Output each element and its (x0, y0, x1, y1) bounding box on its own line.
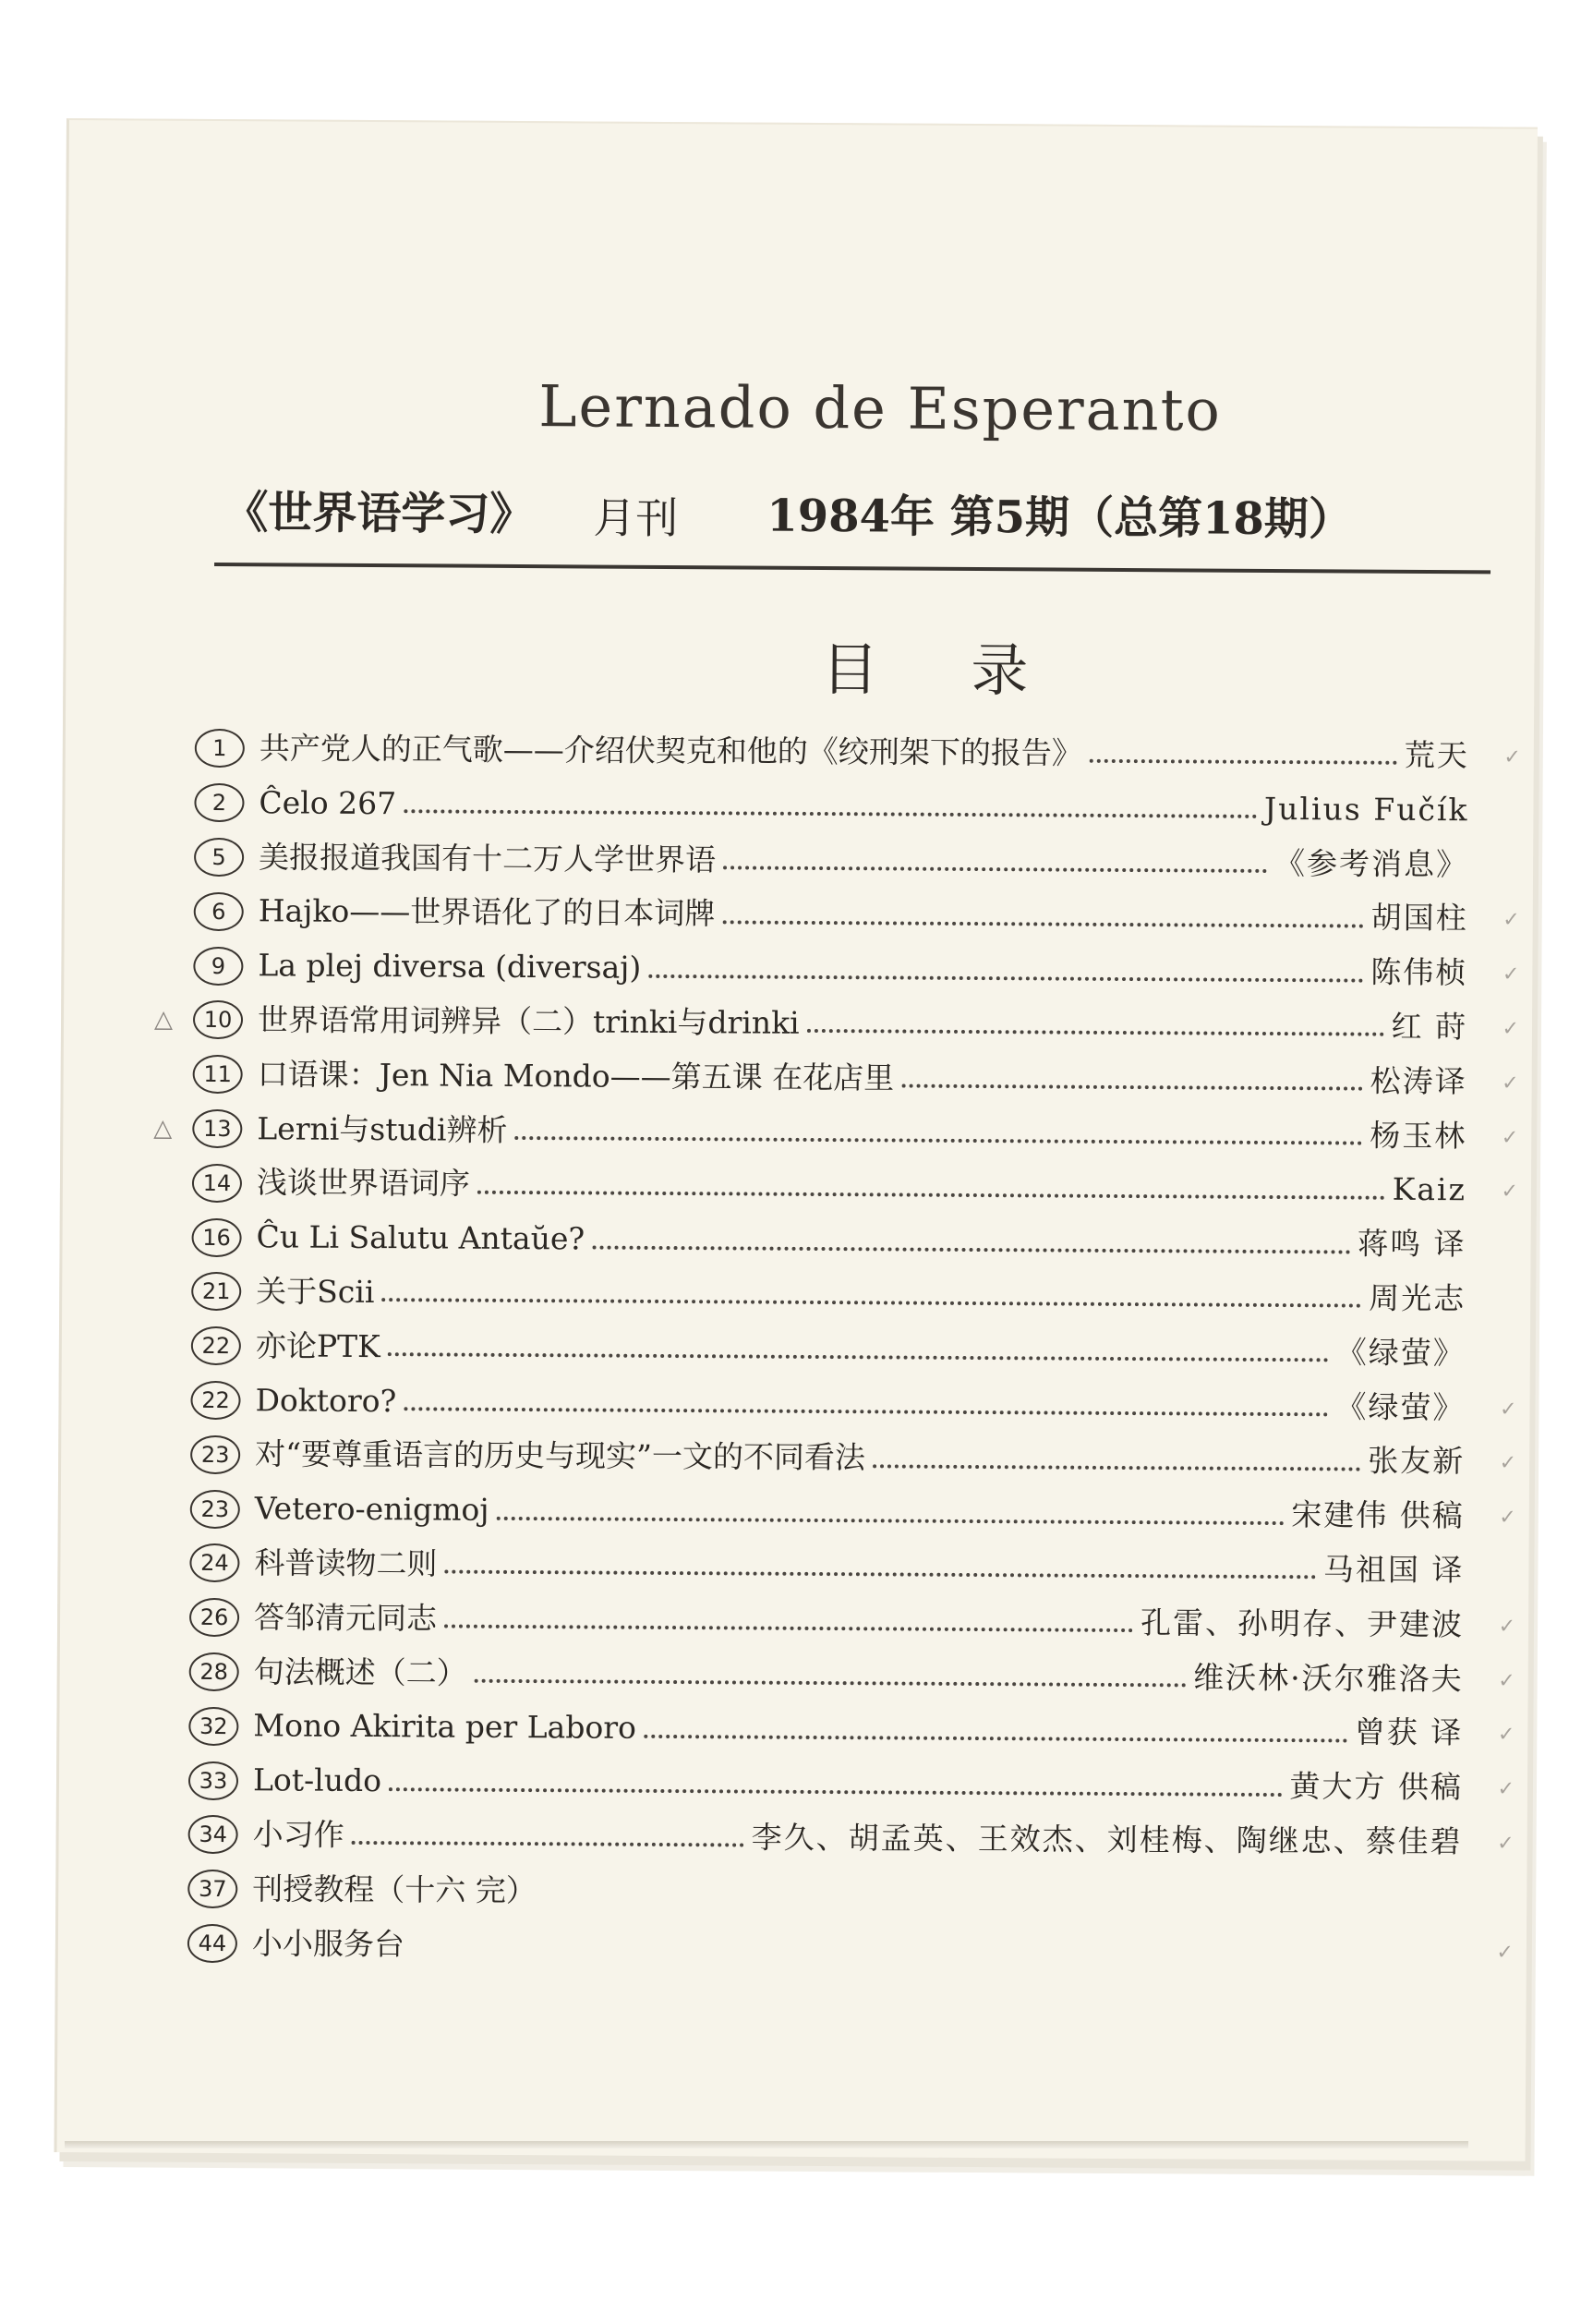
entry-title: 浅谈世界语词序 (256, 1164, 471, 1203)
toc-entry (194, 776, 1468, 838)
page-number-circle: 10 (193, 1000, 243, 1039)
dot-leader (901, 1084, 1363, 1091)
entry-title: 小小服务台 (251, 1924, 405, 1962)
toc-entry (190, 1427, 1517, 1489)
page-number-circle: 6 (194, 892, 244, 931)
check-mark-icon: ✓ (1499, 1506, 1516, 1530)
dot-leader (644, 1735, 1347, 1743)
journal-name: 《世界语学习》 (223, 487, 535, 541)
masthead-title: Lernado de Esperanto (538, 372, 1223, 444)
entry-author: 荒天 (1404, 736, 1469, 774)
entry-title: 科普读物二则 (254, 1544, 438, 1582)
page-number-circle: 32 (188, 1707, 238, 1746)
entry-title: 美报报道我国有十二万人学世界语 (259, 838, 717, 878)
toc-entry (195, 721, 1521, 783)
page-number-circle: 23 (190, 1435, 240, 1474)
dot-leader (592, 1245, 1350, 1253)
entry-title: Vetero-enigmoj (254, 1490, 489, 1528)
entry-author: 《绿萤》 (1335, 1387, 1466, 1425)
page-number-circle: 11 (193, 1055, 243, 1094)
entry-title: 亦论PTK (255, 1327, 380, 1364)
dot-leader (381, 1298, 1361, 1307)
entry-title: Ĉu Li Salutu Antaŭe? (256, 1218, 585, 1257)
check-mark-icon: ✓ (1497, 1723, 1515, 1747)
toc-entry (193, 1047, 1519, 1109)
toc-entry (193, 938, 1520, 1000)
triangle-mark-icon: △ (153, 1005, 174, 1034)
entry-title: 关于Scii (256, 1273, 375, 1311)
toc-entry (192, 1156, 1519, 1217)
check-mark-icon: ✓ (1499, 1451, 1517, 1475)
check-mark-icon: ✓ (1502, 962, 1520, 986)
check-mark-icon: ✓ (1502, 1017, 1520, 1041)
entry-title: 句法概述（二） (253, 1652, 467, 1691)
toc-entry (187, 1808, 1515, 1870)
dot-leader (514, 1136, 1362, 1145)
page-number-circle: 14 (192, 1164, 242, 1203)
toc-entry (187, 1862, 1462, 1924)
dot-leader (352, 1841, 744, 1847)
check-mark-icon: ✓ (1498, 1669, 1515, 1693)
page-number-circle: 5 (194, 838, 244, 877)
entry-author: 周光志 (1369, 1279, 1466, 1317)
dot-leader (722, 920, 1363, 927)
entry-title: 共产党人的正气歌——介绍伏契克和他的《绞刑架下的报告》 (259, 730, 1082, 771)
entry-author: 维沃林·沃尔雅洛夫 (1193, 1659, 1464, 1697)
entry-title: Doktoro? (255, 1381, 397, 1419)
page-number-circle: 13 (192, 1109, 242, 1148)
entry-title: Lot-ludo (252, 1761, 382, 1799)
dot-leader (807, 1029, 1384, 1036)
page-number-circle: 22 (191, 1326, 241, 1365)
toc-entry (191, 1210, 1466, 1272)
entry-author: Julius Fučík (1263, 790, 1469, 829)
toc-entry (187, 1916, 1514, 1978)
entry-author: 黄大方 供稿 (1289, 1768, 1464, 1806)
entry-author: 曾获 译 (1354, 1713, 1464, 1751)
toc-entry (189, 1591, 1516, 1652)
page-edge (65, 2141, 1468, 2148)
page-number-circle: 34 (188, 1815, 238, 1854)
dot-leader (497, 1516, 1285, 1524)
entry-title: Ĉelo 267 (259, 784, 397, 821)
dot-leader (444, 1625, 1133, 1633)
dot-leader (388, 1352, 1329, 1362)
check-mark-icon: ✓ (1496, 1941, 1514, 1965)
toc-entry (194, 829, 1468, 891)
check-mark-icon: ✓ (1497, 1777, 1515, 1801)
issue-label: 1984年 第5期（总第18期） (766, 490, 1354, 546)
entry-author: Kaiz (1392, 1171, 1467, 1208)
table-of-contents (153, 721, 1521, 1979)
entry-title: 小习作 (252, 1816, 344, 1853)
entry-author: 李久、胡孟英、王效杰、刘桂梅、陶继忠、蔡佳碧 (751, 1819, 1463, 1860)
check-mark-icon: ✓ (1497, 1832, 1515, 1856)
entry-author: 蒋鸣 译 (1357, 1225, 1466, 1263)
page-number-circle: 26 (189, 1598, 239, 1637)
page-number-circle: 1 (195, 729, 245, 768)
toc-entry (191, 1265, 1466, 1326)
dot-leader (475, 1679, 1187, 1688)
entry-title: 世界语常用词辨异（二）trinki与drinki (257, 1001, 800, 1041)
entry-title: 刊授教程（十六 完） (252, 1870, 537, 1908)
dot-leader (404, 1407, 1328, 1416)
entry-author: 孔雷、孙明存、尹建波 (1140, 1604, 1465, 1643)
dot-leader (444, 1570, 1316, 1580)
triangle-mark-icon: △ (153, 1114, 173, 1143)
entry-author: 松涛译 (1370, 1062, 1467, 1100)
entry-author: 宋建伟 供稿 (1291, 1496, 1465, 1534)
toc-entry (153, 993, 1520, 1055)
dot-leader (1090, 759, 1397, 765)
check-mark-icon: ✓ (1498, 1615, 1516, 1639)
entry-author: 杨玉林 (1370, 1117, 1467, 1154)
entry-author: 陈伟桢 (1370, 953, 1468, 991)
toc-entry (189, 1644, 1515, 1706)
page-number-circle: 24 (189, 1543, 239, 1582)
page-number-circle: 23 (190, 1489, 240, 1528)
dot-leader (404, 809, 1257, 818)
entry-title: 口语课：Jen Nia Mondo——第五课 在花店里 (257, 1056, 895, 1096)
entry-title: Mono Akirita per Laboro (253, 1707, 637, 1747)
entry-title: 对“要尊重语言的历史与现实”一文的不同看法 (255, 1435, 866, 1476)
dot-leader (723, 865, 1267, 873)
toc-entry (189, 1536, 1464, 1598)
check-mark-icon: ✓ (1502, 1071, 1519, 1095)
page-number-circle: 28 (189, 1652, 239, 1691)
magazine-page (54, 118, 1538, 2161)
dot-leader (873, 1464, 1360, 1471)
dot-leader (389, 1787, 1283, 1797)
toc-heading: 目录 (821, 635, 1121, 705)
toc-entry (188, 1699, 1515, 1761)
toc-entry (188, 1753, 1515, 1815)
masthead-rule (214, 563, 1490, 574)
page-number-circle: 22 (190, 1381, 240, 1420)
entry-title: La plej diversa (diversaj) (258, 947, 642, 986)
page-number-circle: 44 (187, 1924, 237, 1963)
toc-entry (194, 884, 1520, 946)
check-mark-icon: ✓ (1501, 1126, 1519, 1150)
check-mark-icon: ✓ (1499, 1398, 1517, 1422)
entry-author: 《绿萤》 (1335, 1334, 1466, 1372)
entry-author: 马祖国 译 (1322, 1551, 1465, 1589)
page-number-circle: 21 (191, 1272, 241, 1311)
page-number-circle: 9 (193, 946, 243, 985)
masthead-row (223, 477, 1489, 549)
toc-entry (190, 1482, 1516, 1543)
entry-title: Hajko——世界语化了的日本词牌 (258, 892, 716, 932)
toc-entry (191, 1319, 1466, 1381)
entry-author: 胡国柱 (1370, 900, 1468, 937)
entry-title: Lerni与studi辨析 (257, 1109, 508, 1148)
entry-author: 张友新 (1368, 1442, 1466, 1480)
dot-leader (648, 974, 1363, 982)
entry-title: 答邹清元同志 (253, 1599, 438, 1637)
dot-leader (477, 1191, 1385, 1200)
toc-entry (153, 1101, 1519, 1163)
entry-author: 红 莳 (1391, 1008, 1468, 1046)
entry-author: 《参考消息》 (1273, 844, 1469, 882)
monthly-label: 月刊 (593, 492, 679, 544)
page-number-circle: 33 (188, 1761, 238, 1799)
page-number-circle: 37 (187, 1870, 237, 1908)
page-number-circle: 16 (191, 1217, 241, 1256)
check-mark-icon: ✓ (1503, 908, 1520, 933)
page-number-circle: 2 (194, 783, 244, 822)
toc-entry (190, 1373, 1517, 1434)
check-mark-icon: ✓ (1503, 745, 1521, 769)
check-mark-icon: ✓ (1501, 1180, 1519, 1204)
